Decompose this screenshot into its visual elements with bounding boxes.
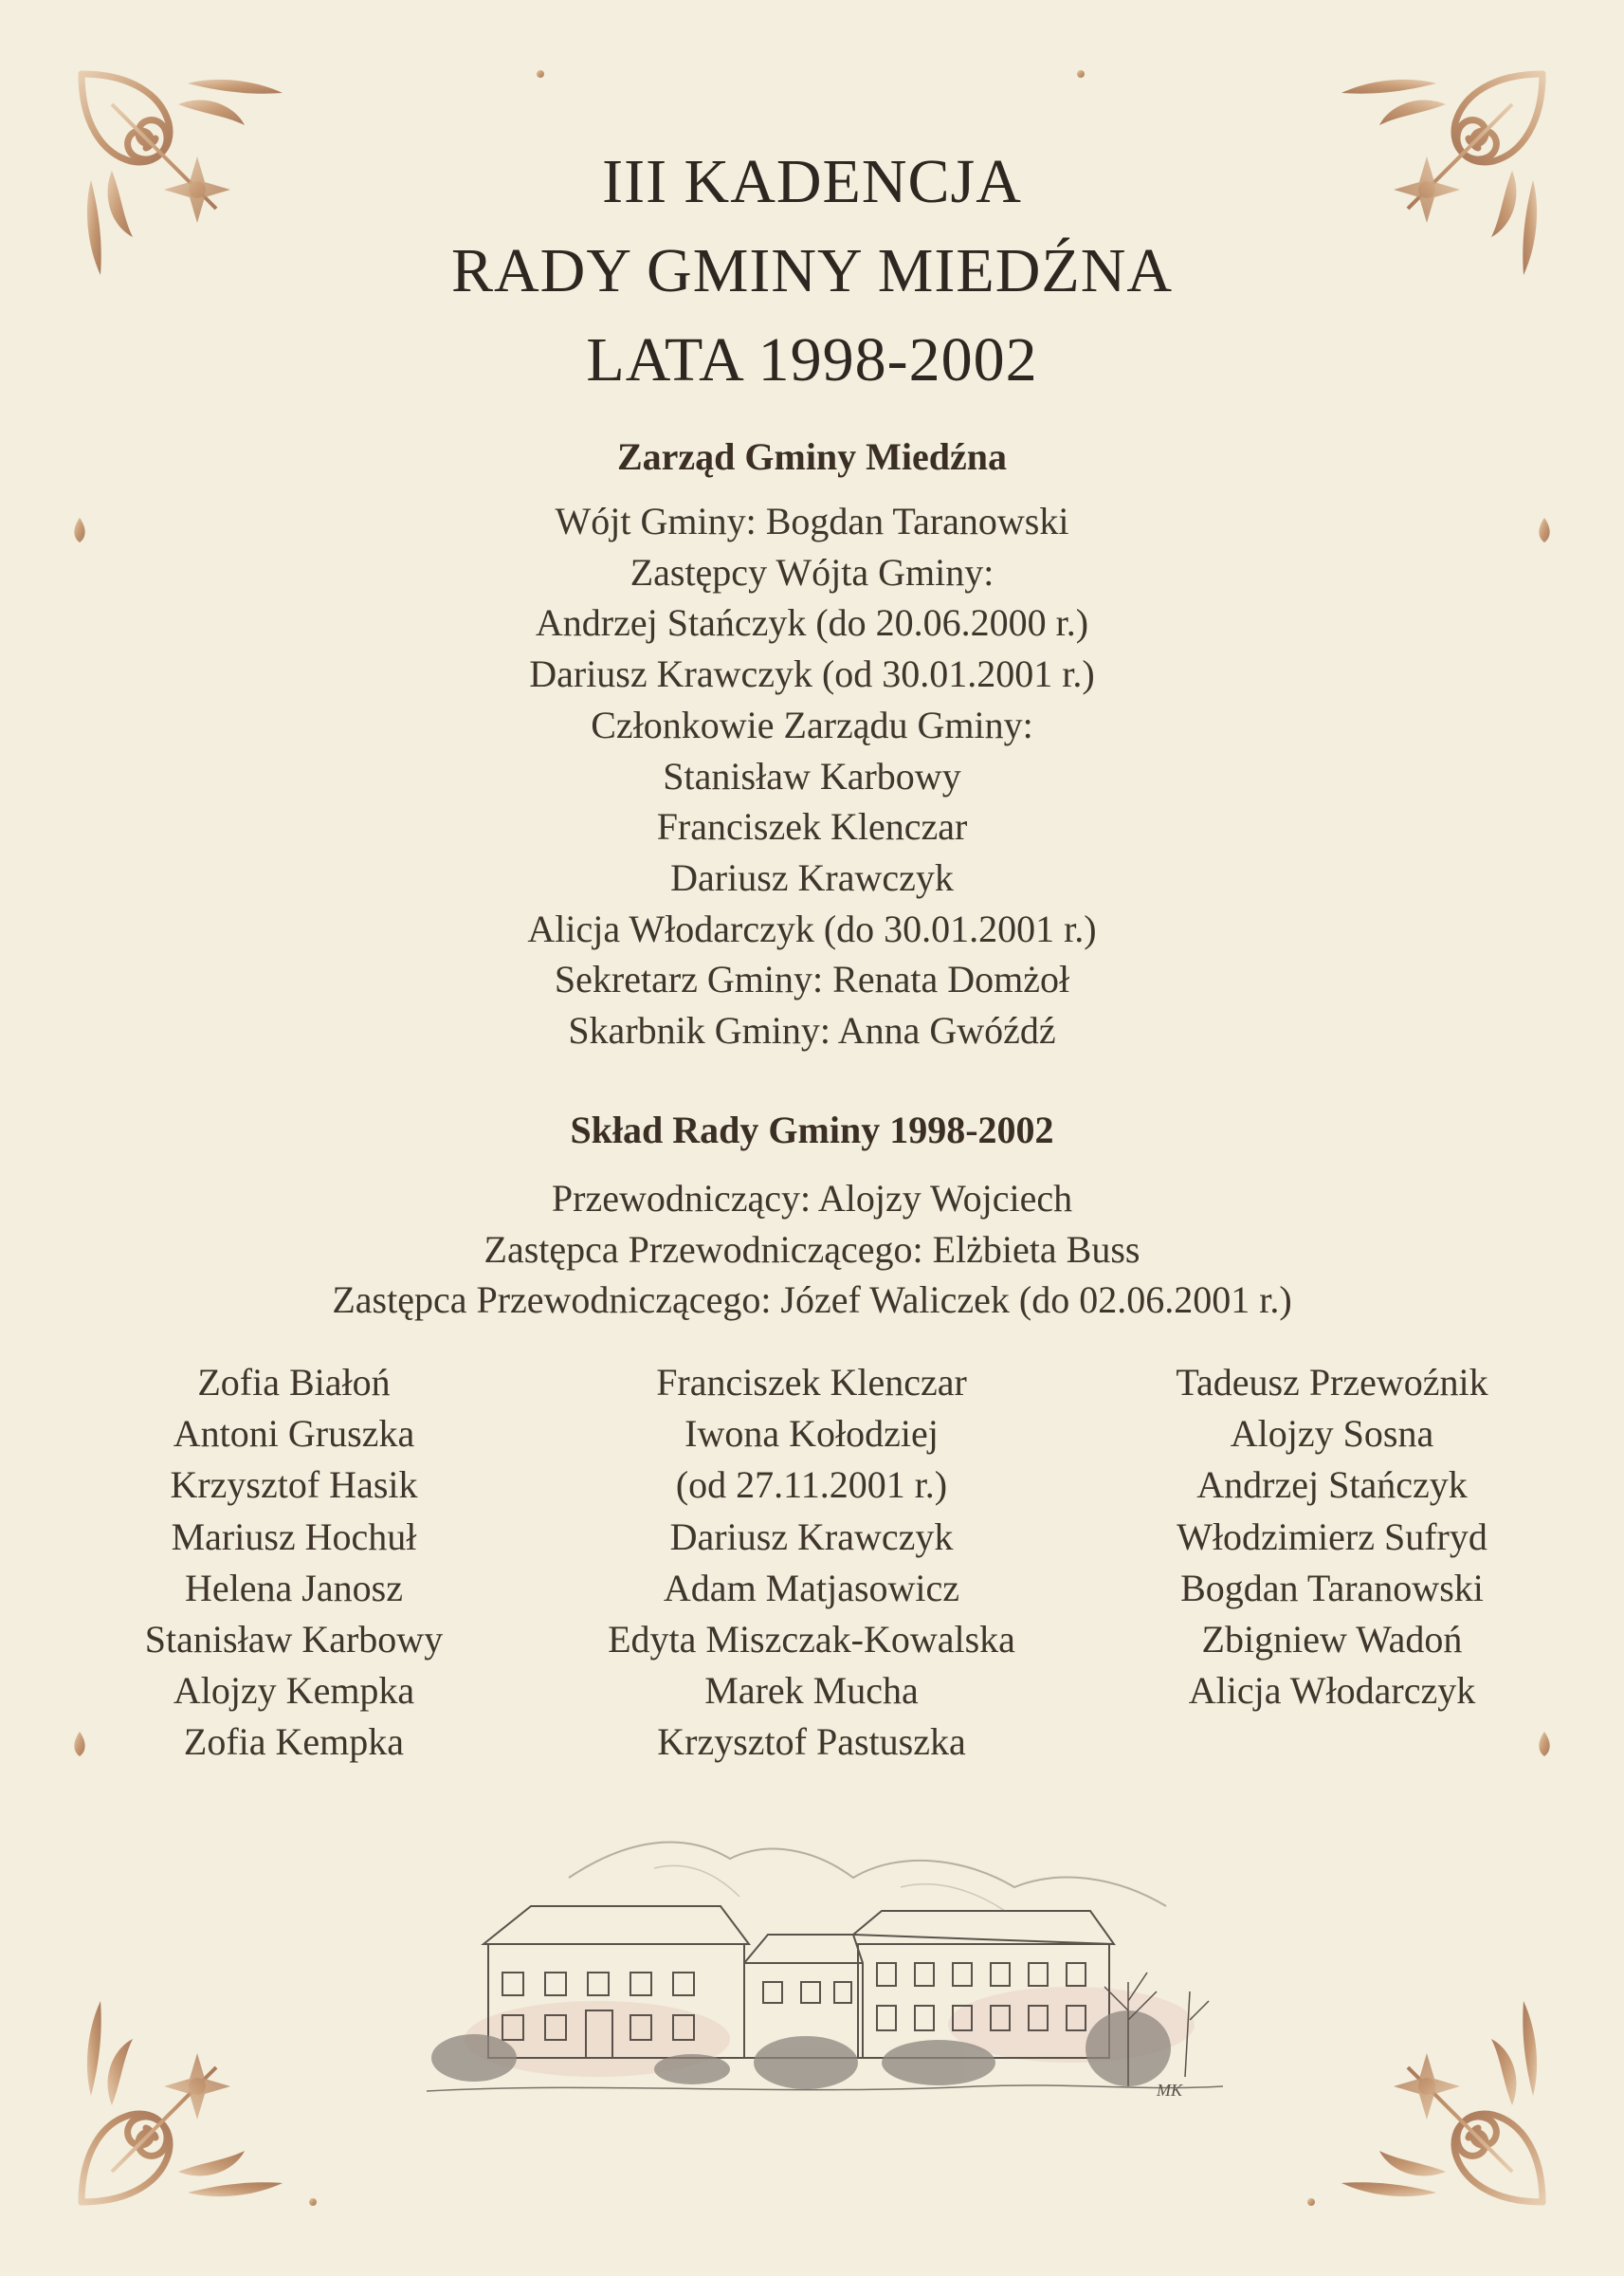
council-heading: Skład Rady Gminy 1998-2002: [570, 1109, 1054, 1151]
council-member: Marek Mucha: [704, 1669, 919, 1713]
council-member: Zofia Białoń: [197, 1361, 391, 1404]
board-lines: [0, 496, 1624, 1056]
council-officer-line: Zastępca Przewodniczącego: Elżbieta Buss: [484, 1227, 1140, 1271]
council-officers: [0, 1173, 1624, 1326]
building-sketch-illustration: [408, 1821, 1261, 2134]
drop-ornament: [1539, 1732, 1549, 1756]
corner-ornament-bottom-left: [74, 1925, 358, 2210]
council-member: Stanisław Karbowy: [144, 1618, 444, 1661]
drop-ornament: [74, 1732, 84, 1756]
council-member: Tadeusz Przewoźnik: [1176, 1361, 1488, 1404]
council-member: Alojzy Kempka: [173, 1669, 415, 1713]
board-line: Dariusz Krawczyk: [670, 855, 954, 899]
title-line-1: III KADENCJA: [602, 147, 1022, 216]
council-member: Alicja Włodarczyk: [1188, 1669, 1476, 1713]
board-line: Dariusz Krawczyk (od 30.01.2001 r.): [529, 652, 1095, 696]
council-member: Adam Matjasowicz: [663, 1566, 960, 1609]
council-member: Helena Janosz: [185, 1566, 403, 1609]
board-line: Sekretarz Gminy: Renata Domżoł: [554, 958, 1070, 1001]
council-members-column-3: [1114, 1357, 1550, 1716]
mountain-outline: [569, 1843, 1166, 1906]
board-line: Skarbnik Gminy: Anna Gwóźdź: [568, 1009, 1056, 1053]
council-member: Franciszek Klenczar: [656, 1361, 967, 1404]
board-line: Franciszek Klenczar: [656, 805, 968, 849]
council-member: Alojzy Sosna: [1230, 1412, 1434, 1456]
council-member: Antoni Gruszka: [173, 1412, 415, 1456]
council-member: Włodzimierz Sufryd: [1177, 1514, 1487, 1558]
page-title: [0, 138, 1624, 405]
title-line-3: LATA 1998-2002: [586, 325, 1038, 395]
council-member: Dariusz Krawczyk: [669, 1514, 954, 1558]
top-rule-ornaments: [446, 70, 1176, 78]
title-line-2: RADY GMINY MIEDŹNA: [450, 236, 1174, 305]
board-line: Członkowie Zarządu Gminy:: [591, 703, 1033, 746]
board-heading: Zarząd Gminy Miedźna: [616, 435, 1008, 478]
board-line: Wójt Gminy: Bogdan Taranowski: [555, 500, 1069, 542]
council-member: Krzysztof Hasik: [170, 1463, 418, 1507]
council-member: Edyta Miszczak-Kowalska: [608, 1618, 1015, 1661]
council-officer-line: Zastępca Przewodniczącego: Józef Waliczek (do 02.06.2001 r.): [332, 1278, 1292, 1322]
council-member: Zbigniew Wadoń: [1201, 1618, 1463, 1661]
council-member-note: (od 27.11.2001 r.): [675, 1463, 948, 1507]
council-member: Krzysztof Pastuszka: [657, 1720, 966, 1764]
board-line: Stanisław Karbowy: [663, 754, 961, 798]
board-line: Zastępcy Wójta Gminy:: [630, 550, 994, 594]
mountain-shading: [654, 1865, 1005, 1911]
council-officer-line: Przewodniczący: Alojzy Wojciech: [551, 1177, 1073, 1220]
council-members-column-1: [85, 1357, 502, 1769]
bottom-rule-ornaments: [256, 2198, 1368, 2206]
board-line: Andrzej Stańczyk (do 20.06.2000 r.): [535, 601, 1089, 645]
corner-ornament-bottom-right: [1266, 1925, 1550, 2210]
council-member: Zofia Kempka: [183, 1720, 405, 1764]
council-member: Iwona Kołodziej: [684, 1412, 939, 1456]
council-member: Mariusz Hochuł: [171, 1514, 417, 1558]
council-member: Andrzej Stańczyk: [1196, 1463, 1468, 1507]
board-line: Alicja Włodarczyk (do 30.01.2001 r.): [527, 907, 1097, 950]
council-members-column-2: [556, 1357, 1067, 1769]
artist-signature: MK: [1157, 2081, 1182, 2100]
council-member: Bogdan Taranowski: [1180, 1566, 1484, 1609]
